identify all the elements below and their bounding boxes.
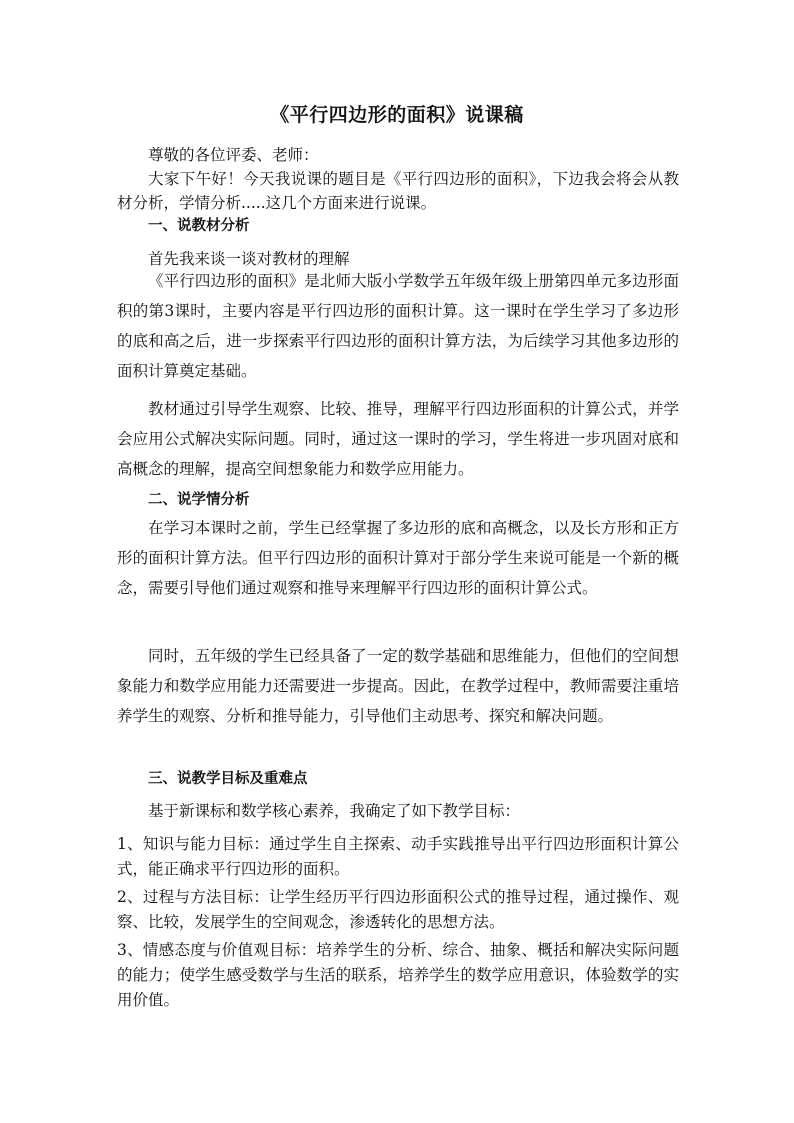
goal-item-1: 1、知识与能力目标：通过学生自主探索、动手实践推导出平行四边形面积计算公式，能正确求平行四边形的面积。	[117, 835, 679, 878]
greeting: 尊敬的各位评委、老师：	[148, 146, 319, 164]
document-title: 《平行四边形的面积》说课稿	[270, 104, 524, 126]
goal-item-3: 3、情感态度与价值观目标：培养学生的分析、综合、抽象、概括和解决实际问题的能力；使学生感受数学与生活的联系，培养学生的数学应用意识，体验数学的实用价值。	[117, 941, 679, 1009]
section-3-lead: 基于新课标和数学核心素养，我确定了如下教学目标：	[148, 802, 521, 820]
section-1-paragraph-2: 教材通过引导学生观察、比较、推导，理解平行四边形面积的计算公式，并学会应用公式解决实际问题。同时，通过这一课时的学习，学生将进一步巩固对底和高概念的理解，提高空间想象能力和数学应用能力。	[117, 400, 679, 478]
section-1-lead: 首先我来谈一谈对教材的理解	[148, 250, 350, 268]
section-2-paragraph-1: 在学习本课时之前，学生已经掌握了多边形的底和高概念，以及长方形和正方形的面积计算方法。但平行四边形的面积计算对于部分学生来说可能是一个新的概念，需要引导他们通过观察和推导来理解平行四边形的面积计算公式。	[117, 519, 679, 597]
goal-item-2: 2、过程与方法目标：让学生经历平行四边形面积公式的推导过程，通过操作、观察、比较，发展学生的空间观念，渗透转化的思想方法。	[117, 888, 679, 931]
section-heading-1: 一、说教材分析	[148, 218, 250, 234]
section-heading-3: 三、说教学目标及重难点	[148, 771, 308, 787]
intro-paragraph: 大家下午好！今天我说课的题目是《平行四边形的面积》，下边我会将会从教材分析，学情分析.....这几个方面来进行说课。	[117, 170, 679, 212]
section-2-paragraph-2: 同时，五年级的学生已经具备了一定的数学基础和思维能力，但他们的空间想象能力和数学应用能力还需要进一步提高。因此，在教学过程中，教师需要注重培养学生的观察、分析和推导能力，引导他们主动思考、探究和解决问题。	[117, 647, 679, 725]
section-1-paragraph-1: 《平行四边形的面积》是北师大版小学数学五年级年级上册第四单元多边形面积的第3课时，主要内容是平行四边形的面积计算。这一课时在学生学习了多边形的底和高之后，进一步探索平行四边形的面积计算方法，为后续学习其他多边形的面积计算奠定基础。	[117, 272, 679, 380]
section-heading-2: 二、说学情分析	[148, 492, 250, 508]
